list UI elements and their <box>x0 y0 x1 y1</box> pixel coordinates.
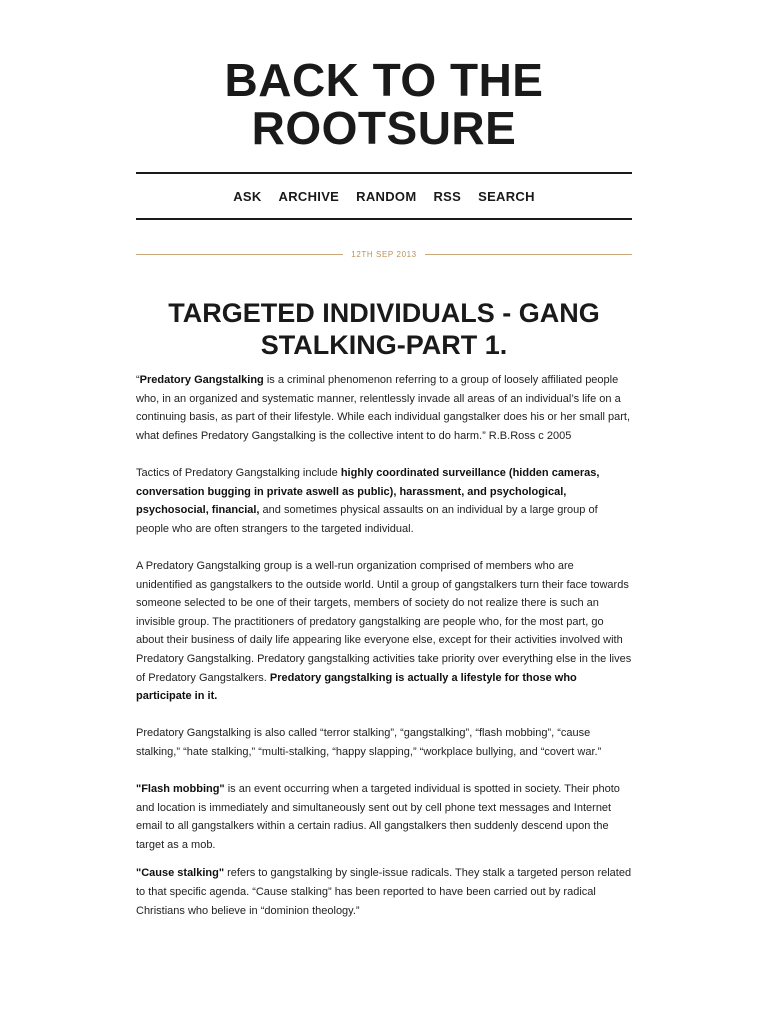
post-paragraph-5 <box>136 780 632 854</box>
bold-text: Predatory gangstalking is actually a lifestyle for those who participate in it. <box>136 671 577 703</box>
blog-title-line-2[interactable]: ROOTSURE <box>251 102 517 154</box>
bold-text: highly coordinated surveillance (hidden cameras, conversation bugging in private aswell as public), harassment, and psychological, psychosocial, financial, <box>136 466 600 517</box>
nav-random-link[interactable]: RANDOM <box>356 188 417 204</box>
text: is a criminal phenomenon referring to a group of loosely affiliated people who, in an organized and systematic manner, relentlessly invade all areas of an individual’s life on a continuing basis, as part of their lifestyle. While each individual gangstalker does his or her small part, what defines Predatory Gangstalking is the collective intent to do harm.” R.B.Ross c 2005 <box>136 374 631 442</box>
nav-search-link[interactable]: SEARCH <box>478 188 535 204</box>
bold-text: Predatory Gangstalking <box>139 374 264 386</box>
post-date-link[interactable]: 12TH SEP 2013 <box>351 250 417 259</box>
text: refers to gangstalking by single-issue radicals. They stalk a targeted person related to that specific agenda. “Cause stalking” has been reported to have been carried out by radical Christians who believe in “dominion theology.” <box>136 867 632 917</box>
text: and sometimes physical assaults on an individual by a large group of people who are often strangers to the targeted individual. <box>136 504 598 535</box>
post-paragraph-4: Predatory Gangstalking is also called “terror stalking”, “gangstalking”, “flash mobbing”, “cause stalking,” “hate stalking,” “multi-stalking, “happy slapping,” “workplace bullying, and “covert war.” <box>136 727 602 758</box>
post-paragraph-3 <box>136 557 632 706</box>
post-paragraph-6 <box>136 864 632 920</box>
blog-title-line-1[interactable]: BACK TO THE <box>224 54 544 106</box>
post-body <box>136 371 632 920</box>
post-paragraph-2 <box>136 464 632 538</box>
post-title-line-1: TARGETED INDIVIDUALS - GANG <box>168 298 600 328</box>
page-container <box>136 0 632 939</box>
text: A Predatory Gangstalking group is a well-run organization comprised of members who are unidentified as gangstalkers to the outside world. Until a group of gangstalkers turn their face towards someone selected to be one of their targets, members of society do not realize there is such an invisible group. The practitioners of predatory gangstalking are people who, for the most part, go about their business of daily life appearing like everyone else, except for their activities involved with Predatory Gangstalking. Predatory gangstalking activities take priority over everything else in the lives of Predatory Gangstalkers. <box>136 559 632 684</box>
date-rule-left <box>136 254 343 255</box>
header-divider-bottom <box>136 218 632 220</box>
text: is an event occurring when a targeted individual is spotted in society. Their photo and location is immediately and simultaneously sent out by cell phone text messages and Internet email to all gangstalkers within a certain radius. All gangstalkers then suddenly descend upon the target as a mob. <box>136 783 620 851</box>
bold-text: "Cause stalking" <box>136 867 225 880</box>
post-date-row <box>136 250 632 259</box>
main-nav <box>136 174 632 218</box>
date-rule-right <box>425 254 632 255</box>
post-paragraph-1 <box>136 371 632 445</box>
nav-rss-link[interactable]: RSS <box>433 188 462 204</box>
nav-archive-link[interactable]: ARCHIVE <box>278 188 340 204</box>
nav-ask-link[interactable]: ASK <box>233 188 262 204</box>
blog-title[interactable] <box>136 0 632 152</box>
post-title-line-2: STALKING-PART 1. <box>260 330 508 360</box>
text: “ <box>136 374 140 386</box>
post-title <box>136 297 632 361</box>
bold-text: "Flash mobbing" <box>136 783 225 796</box>
text: Tactics of Predatory Gangstalking include <box>136 466 341 479</box>
